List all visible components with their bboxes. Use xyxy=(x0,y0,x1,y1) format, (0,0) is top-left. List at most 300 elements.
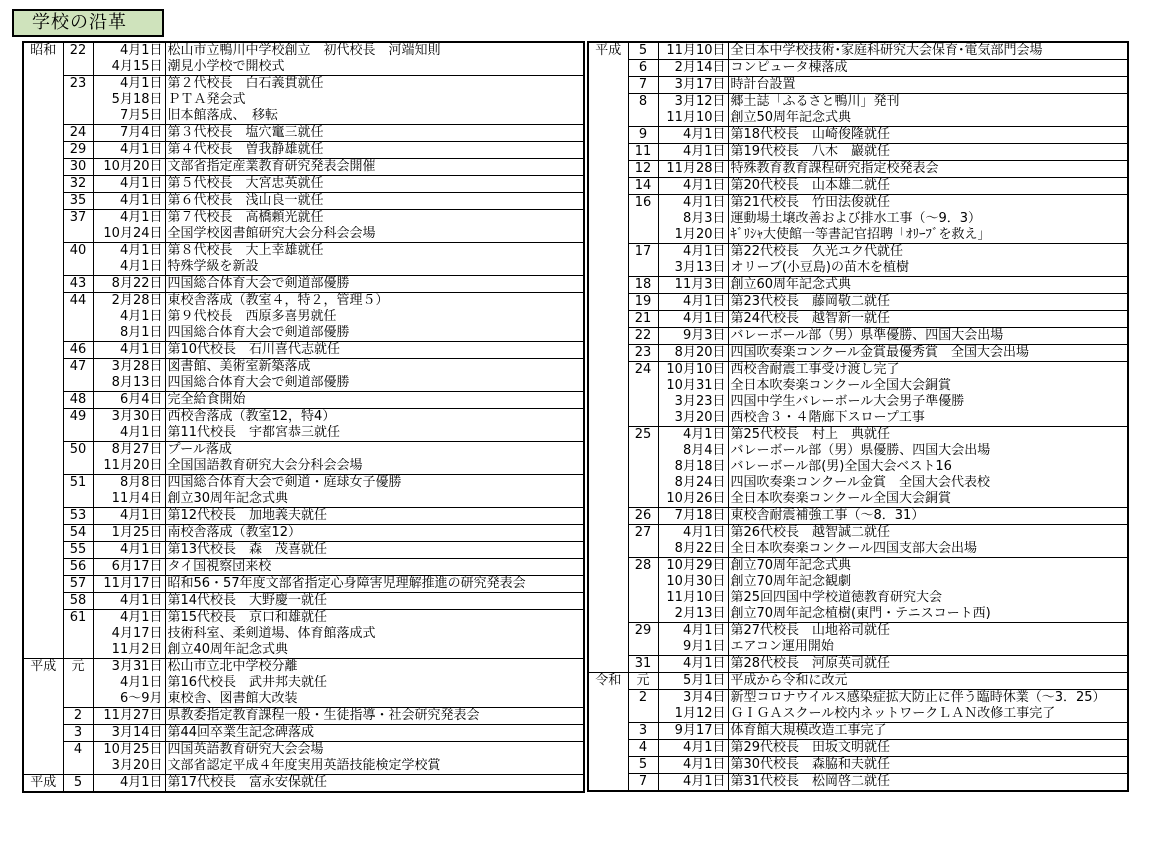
year-cell: 49 xyxy=(63,409,93,426)
table-row xyxy=(23,642,584,659)
table-row xyxy=(23,92,584,108)
era-cell xyxy=(588,328,628,345)
year-cell: 3 xyxy=(63,725,93,742)
date-cell: 4月1日 xyxy=(93,76,165,93)
table-row xyxy=(23,359,584,376)
table-row xyxy=(23,142,584,159)
year-cell xyxy=(628,491,658,508)
year-cell: 7 xyxy=(628,774,658,792)
date-cell: 4月1日 xyxy=(658,525,728,542)
date-cell: 8月20日 xyxy=(658,345,728,362)
date-cell: 4月15日 xyxy=(93,59,165,76)
date-cell: 4月1日 xyxy=(93,309,165,325)
era-cell xyxy=(23,325,63,342)
date-cell: 8月4日 xyxy=(658,443,728,459)
era-cell xyxy=(23,342,63,359)
event-cell: 新型コロナウイルス感染症拡大防止に伴う臨時休業（～3．25） xyxy=(728,690,1128,707)
table-row xyxy=(23,392,584,409)
event-cell: 運動場土壌改善および排水工事（～9．3） xyxy=(728,211,1128,227)
date-cell: 10月20日 xyxy=(93,159,165,176)
date-cell: 4月1日 xyxy=(658,127,728,144)
table-row xyxy=(23,159,584,176)
event-cell: 第７代校長 高橋頼光就任 xyxy=(165,210,584,227)
date-cell: 4月1日 xyxy=(658,774,728,792)
table-row xyxy=(23,593,584,610)
era-cell xyxy=(23,425,63,442)
date-cell: 8月18日 xyxy=(658,459,728,475)
event-cell: 西校舎耐震工事受け渡し完了 xyxy=(728,362,1128,379)
table-row xyxy=(588,244,1128,261)
table-row xyxy=(588,508,1128,525)
date-cell: 4月1日 xyxy=(93,142,165,159)
date-cell: 9月1日 xyxy=(658,639,728,656)
table-row xyxy=(23,458,584,475)
table-row xyxy=(23,325,584,342)
table-row xyxy=(23,243,584,260)
era-cell xyxy=(588,178,628,195)
date-cell: 11月3日 xyxy=(658,277,728,294)
event-cell: プール落成 xyxy=(165,442,584,459)
event-cell: 第30代校長 森脇和夫就任 xyxy=(728,757,1128,774)
era-cell xyxy=(23,442,63,459)
event-cell: 西校舎落成（教室12，特4） xyxy=(165,409,584,426)
year-cell: 53 xyxy=(63,508,93,525)
year-cell: 31 xyxy=(628,656,658,673)
era-cell xyxy=(588,427,628,444)
event-cell: 第17代校長 富永安保就任 xyxy=(165,775,584,793)
event-cell: 第24代校長 越智新一就任 xyxy=(728,311,1128,328)
date-cell: 9月17日 xyxy=(658,723,728,740)
table-row xyxy=(23,525,584,542)
era-cell xyxy=(23,642,63,659)
event-cell: 第12代校長 加地義夫就任 xyxy=(165,508,584,525)
table-row xyxy=(23,76,584,93)
year-cell: 24 xyxy=(628,362,658,379)
date-cell: 4月1日 xyxy=(658,195,728,212)
year-cell: 37 xyxy=(63,210,93,227)
event-cell: バレーボール部（男）県優勝、四国大会出場 xyxy=(728,443,1128,459)
event-cell: ＧＩＧＡスクール校内ネットワークＬＡＮ改修工事完了 xyxy=(728,706,1128,723)
event-cell: 特殊学級を新設 xyxy=(165,259,584,276)
table-row xyxy=(588,475,1128,491)
year-cell: 2 xyxy=(628,690,658,707)
era-cell xyxy=(588,94,628,111)
event-cell: 第44回卒業生記念碑落成 xyxy=(165,725,584,742)
table-row xyxy=(588,639,1128,656)
year-cell: 元 xyxy=(628,673,658,690)
date-cell: 7月4日 xyxy=(93,125,165,142)
event-cell: 県教委指定教育課程一般・生徒指導・社会研究発表会 xyxy=(165,708,584,725)
event-cell: 昭和56・57年度文部省指定心身障害児理解推進の研究発表会 xyxy=(165,576,584,593)
era-cell xyxy=(588,161,628,178)
table-row xyxy=(588,277,1128,294)
date-cell: 7月18日 xyxy=(658,508,728,525)
era-cell xyxy=(588,541,628,558)
era-cell xyxy=(23,259,63,276)
table-row xyxy=(23,193,584,210)
era-cell xyxy=(588,740,628,757)
event-cell: 四国総合体育大会で剣道部優勝 xyxy=(165,276,584,293)
year-cell xyxy=(628,574,658,590)
event-cell: 第９代校長 西原多喜男就任 xyxy=(165,309,584,325)
date-cell: 11月10日 xyxy=(658,590,728,606)
year-cell xyxy=(628,475,658,491)
event-cell: ｷﾞﾘｼｬ大使館一等書記官招聘「ｵﾘｰﾌﾞを救え」 xyxy=(728,227,1128,244)
date-cell: 11月10日 xyxy=(658,42,728,60)
table-row xyxy=(588,525,1128,542)
table-row xyxy=(588,144,1128,161)
table-row xyxy=(23,758,584,775)
history-table-left xyxy=(22,41,585,793)
year-cell: 28 xyxy=(628,558,658,575)
date-cell: 4月1日 xyxy=(93,259,165,276)
event-cell: 創立60周年記念式典 xyxy=(728,277,1128,294)
table-row xyxy=(23,675,584,691)
date-cell: 4月1日 xyxy=(93,193,165,210)
year-cell xyxy=(63,226,93,243)
date-cell: 1月25日 xyxy=(93,525,165,542)
table-row xyxy=(23,725,584,742)
year-cell xyxy=(63,626,93,642)
date-cell: 8月8日 xyxy=(93,475,165,492)
event-cell: 四国総合体育大会で剣道・庭球女子優勝 xyxy=(165,475,584,492)
year-cell: 4 xyxy=(628,740,658,757)
table-row xyxy=(588,574,1128,590)
table-row xyxy=(23,659,584,676)
table-row xyxy=(23,775,584,793)
event-cell: 松山市立北中学校分離 xyxy=(165,659,584,676)
event-cell: 松山市立鴨川中学校創立 初代校長 河端知則 xyxy=(165,42,584,59)
year-cell: 50 xyxy=(63,442,93,459)
table-row xyxy=(23,125,584,142)
era-cell xyxy=(23,92,63,108)
event-cell: 創立70周年記念植樹(東門・テニスコート西) xyxy=(728,606,1128,623)
page-title: 学校の沿革 xyxy=(12,9,164,37)
era-cell xyxy=(23,76,63,93)
year-cell: 46 xyxy=(63,342,93,359)
era-cell xyxy=(588,410,628,427)
date-cell: 2月28日 xyxy=(93,293,165,310)
era-cell xyxy=(23,691,63,708)
era-cell xyxy=(588,311,628,328)
table-row xyxy=(23,276,584,293)
era-cell xyxy=(588,459,628,475)
era-cell xyxy=(23,525,63,542)
era-cell: 令和 xyxy=(588,673,628,690)
date-cell: 11月2日 xyxy=(93,642,165,659)
era-cell xyxy=(588,211,628,227)
year-cell: 25 xyxy=(628,427,658,444)
date-cell: 4月1日 xyxy=(93,675,165,691)
date-cell: 10月31日 xyxy=(658,378,728,394)
event-cell: 平成から令和に改元 xyxy=(728,673,1128,690)
date-cell: 1月20日 xyxy=(658,227,728,244)
era-cell xyxy=(588,195,628,212)
era-cell xyxy=(23,276,63,293)
year-cell xyxy=(63,259,93,276)
event-cell: コンピュータ棟落成 xyxy=(728,60,1128,77)
date-cell: 1月12日 xyxy=(658,706,728,723)
year-cell: 43 xyxy=(63,276,93,293)
era-cell xyxy=(23,309,63,325)
year-cell: 24 xyxy=(63,125,93,142)
year-cell xyxy=(63,309,93,325)
year-cell xyxy=(628,541,658,558)
year-cell: 44 xyxy=(63,293,93,310)
event-cell: ＰＴＡ発会式 xyxy=(165,92,584,108)
event-cell: 第４代校長 曽我静雄就任 xyxy=(165,142,584,159)
date-cell: 11月4日 xyxy=(93,491,165,508)
table-row xyxy=(23,309,584,325)
table-row xyxy=(588,394,1128,410)
date-cell: 10月25日 xyxy=(93,742,165,759)
event-cell: 第26代校長 越智誠二就任 xyxy=(728,525,1128,542)
era-cell xyxy=(23,142,63,159)
era-cell: 昭和 xyxy=(30,43,57,58)
date-cell: 7月5日 xyxy=(93,108,165,125)
table-row xyxy=(23,42,584,59)
year-cell xyxy=(628,606,658,623)
event-cell: 第31代校長 松岡啓二就任 xyxy=(728,774,1128,792)
table-row xyxy=(23,626,584,642)
date-cell: 11月27日 xyxy=(93,708,165,725)
event-cell: 全日本中学校技術･家庭科研究大会保育･電気部門会場 xyxy=(728,42,1128,60)
date-cell: 10月29日 xyxy=(658,558,728,575)
era-cell xyxy=(23,593,63,610)
era-cell xyxy=(588,227,628,244)
event-cell: 第３代校長 塩穴竃三就任 xyxy=(165,125,584,142)
date-cell: 3月13日 xyxy=(658,260,728,277)
date-cell: 10月26日 xyxy=(658,491,728,508)
year-cell xyxy=(628,211,658,227)
era-cell xyxy=(588,639,628,656)
year-cell: 48 xyxy=(63,392,93,409)
table-row xyxy=(588,690,1128,707)
year-cell xyxy=(63,325,93,342)
era-cell xyxy=(588,508,628,525)
event-cell: 四国中学生バレーボール大会男子準優勝 xyxy=(728,394,1128,410)
event-cell: 文部省認定平成４年度実用英語技能検定学校賞 xyxy=(165,758,584,775)
era-cell xyxy=(588,277,628,294)
year-cell: 54 xyxy=(63,525,93,542)
table-row xyxy=(588,328,1128,345)
table-row xyxy=(588,42,1128,60)
year-cell: 56 xyxy=(63,559,93,576)
year-cell: 29 xyxy=(628,623,658,640)
era-cell xyxy=(588,690,628,707)
year-cell xyxy=(63,491,93,508)
table-row xyxy=(588,706,1128,723)
table-row xyxy=(588,77,1128,94)
event-cell: 全国国語教育研究大会分科会会場 xyxy=(165,458,584,475)
era-cell xyxy=(588,656,628,673)
era-cell xyxy=(23,392,63,409)
event-cell: バレーボール部（男）県準優勝、四国大会出場 xyxy=(728,328,1128,345)
table-row xyxy=(23,576,584,593)
event-cell: 第５代校長 大宮忠英就任 xyxy=(165,176,584,193)
year-cell xyxy=(628,443,658,459)
year-cell xyxy=(628,459,658,475)
year-cell: 17 xyxy=(628,244,658,261)
era-cell xyxy=(23,475,63,492)
year-cell xyxy=(628,639,658,656)
date-cell: 3月17日 xyxy=(658,77,728,94)
date-cell: 4月1日 xyxy=(658,294,728,311)
date-cell: 6～9月 xyxy=(93,691,165,708)
date-cell: 4月1日 xyxy=(658,740,728,757)
era-cell xyxy=(23,626,63,642)
date-cell: 10月24日 xyxy=(93,226,165,243)
year-cell xyxy=(628,378,658,394)
table-row xyxy=(588,459,1128,475)
event-cell: バレーボール部(男)全国大会ベスト16 xyxy=(728,459,1128,475)
event-cell: 第６代校長 浅山良一就任 xyxy=(165,193,584,210)
date-cell: 5月1日 xyxy=(658,673,728,690)
event-cell: 特殊教育教育課程研究指定校発表会 xyxy=(728,161,1128,178)
year-cell: 23 xyxy=(628,345,658,362)
year-cell: 26 xyxy=(628,508,658,525)
event-cell: 第16代校長 武井邦夫就任 xyxy=(165,675,584,691)
date-cell: 3月4日 xyxy=(658,690,728,707)
year-cell xyxy=(63,59,93,76)
event-cell: 第25回四国中学校道徳教育研究大会 xyxy=(728,590,1128,606)
date-cell: 11月10日 xyxy=(658,110,728,127)
date-cell: 4月1日 xyxy=(93,593,165,610)
table-row xyxy=(23,293,584,310)
era-cell xyxy=(23,293,63,310)
event-cell: 全日本吹奏楽コンクール全国大会銅賞 xyxy=(728,491,1128,508)
date-cell: 8月1日 xyxy=(93,325,165,342)
table-row xyxy=(23,59,584,76)
event-cell: エアコン運用開始 xyxy=(728,639,1128,656)
table-row xyxy=(588,195,1128,212)
event-cell: 第29代校長 田坂文明就任 xyxy=(728,740,1128,757)
table-row xyxy=(23,176,584,193)
era-cell xyxy=(23,375,63,392)
date-cell: 4月1日 xyxy=(658,311,728,328)
event-cell: 第15代校長 京口和雄就任 xyxy=(165,610,584,627)
table-row xyxy=(588,740,1128,757)
year-cell: 57 xyxy=(63,576,93,593)
table-row xyxy=(588,427,1128,444)
year-cell: 7 xyxy=(628,77,658,94)
date-cell: 4月1日 xyxy=(658,656,728,673)
era-cell xyxy=(23,108,63,125)
year-cell xyxy=(63,92,93,108)
date-cell: 4月1日 xyxy=(658,623,728,640)
table-row xyxy=(588,757,1128,774)
table-row xyxy=(23,559,584,576)
table-row xyxy=(23,691,584,708)
event-cell: 東校舎耐震補強工事（～8．31） xyxy=(728,508,1128,525)
era-cell xyxy=(588,77,628,94)
table-row xyxy=(588,558,1128,575)
date-cell: 11月17日 xyxy=(93,576,165,593)
era-cell xyxy=(588,345,628,362)
era-cell xyxy=(23,159,63,176)
era-cell xyxy=(23,226,63,243)
table-row xyxy=(588,294,1128,311)
event-cell: 第13代校長 森 茂喜就任 xyxy=(165,542,584,559)
year-cell: 5 xyxy=(628,757,658,774)
era-cell xyxy=(588,757,628,774)
date-cell: 4月1日 xyxy=(93,610,165,627)
event-cell: 東校舎、図書館大改装 xyxy=(165,691,584,708)
era-cell xyxy=(23,758,63,775)
year-cell: 12 xyxy=(628,161,658,178)
date-cell: 4月1日 xyxy=(93,210,165,227)
date-cell: 4月1日 xyxy=(93,176,165,193)
table-row xyxy=(23,508,584,525)
event-cell: 全国学校図書館研究大会分科会会場 xyxy=(165,226,584,243)
event-cell: 創立70周年記念式典 xyxy=(728,558,1128,575)
table-row xyxy=(588,227,1128,244)
event-cell: 創立30周年記念式典 xyxy=(165,491,584,508)
date-cell: 3月20日 xyxy=(93,758,165,775)
era-cell xyxy=(23,176,63,193)
date-cell: 4月1日 xyxy=(658,427,728,444)
table-row xyxy=(23,342,584,359)
era-cell xyxy=(23,243,63,260)
event-cell: 第19代校長 八木 巖就任 xyxy=(728,144,1128,161)
year-cell: 6 xyxy=(628,60,658,77)
era-cell xyxy=(23,576,63,593)
table-row xyxy=(23,742,584,759)
event-cell: 第14代校長 大野慶一就任 xyxy=(165,593,584,610)
table-row xyxy=(23,259,584,276)
history-table-right xyxy=(587,41,1129,792)
date-cell: 2月13日 xyxy=(658,606,728,623)
era-cell xyxy=(588,294,628,311)
era-cell xyxy=(23,193,63,210)
table-row xyxy=(23,226,584,243)
year-cell: 11 xyxy=(628,144,658,161)
year-cell: 23 xyxy=(63,76,93,93)
table-row xyxy=(588,127,1128,144)
era-cell xyxy=(588,606,628,623)
era-cell xyxy=(588,706,628,723)
date-cell: 4月1日 xyxy=(93,342,165,359)
year-cell xyxy=(628,590,658,606)
era-cell xyxy=(23,508,63,525)
date-cell: 3月31日 xyxy=(93,659,165,676)
table-row xyxy=(588,623,1128,640)
year-cell: 8 xyxy=(628,94,658,111)
table-row xyxy=(23,409,584,426)
year-cell: 22 xyxy=(63,42,93,59)
era-cell xyxy=(588,378,628,394)
table-row xyxy=(23,475,584,492)
date-cell: 2月14日 xyxy=(658,60,728,77)
table-row xyxy=(588,491,1128,508)
table-row xyxy=(588,94,1128,111)
event-cell: 図書館、美術室新築落成 xyxy=(165,359,584,376)
era-cell xyxy=(23,491,63,508)
event-cell: 体育館大規模改造工事完了 xyxy=(728,723,1128,740)
era-cell xyxy=(588,774,628,792)
event-cell: 第22代校長 久光ユク代就任 xyxy=(728,244,1128,261)
event-cell: オリーブ(小豆島)の苗木を植樹 xyxy=(728,260,1128,277)
event-cell: 第23代校長 藤岡敬二就任 xyxy=(728,294,1128,311)
table-row xyxy=(588,673,1128,690)
event-cell: 第２代校長 白石義貫就任 xyxy=(165,76,584,93)
table-row xyxy=(588,60,1128,77)
year-cell xyxy=(63,675,93,691)
year-cell xyxy=(628,110,658,127)
year-cell: 32 xyxy=(63,176,93,193)
event-cell: 四国総合体育大会で剣道部優勝 xyxy=(165,375,584,392)
era-cell xyxy=(588,574,628,590)
